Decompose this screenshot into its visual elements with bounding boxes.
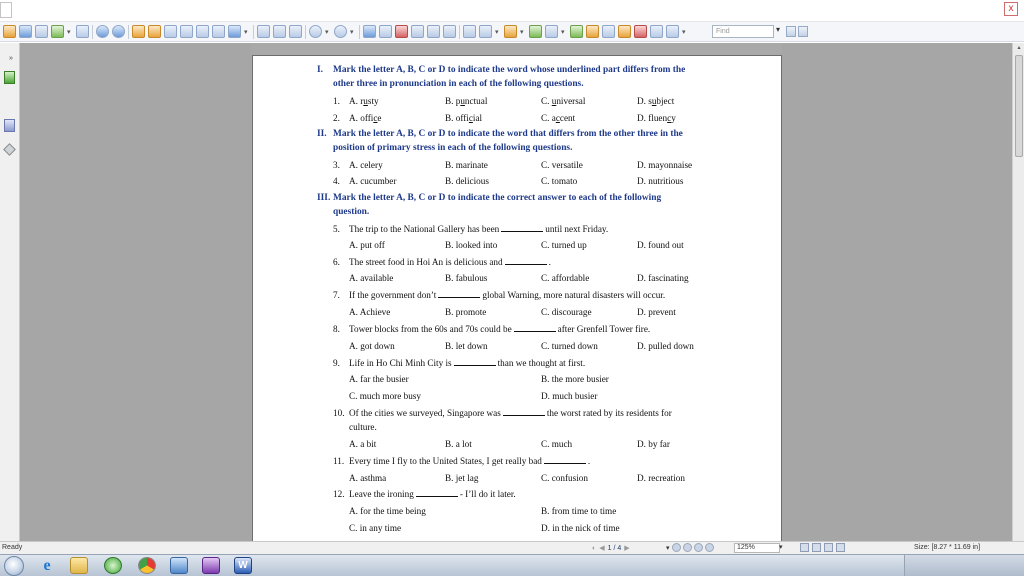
file-explorer-icon[interactable]	[70, 557, 88, 574]
find-previous-icon[interactable]	[786, 26, 796, 37]
question-row: 2. A. office B. official C. accent D. fluency	[333, 113, 676, 123]
option-a: A. available	[349, 273, 394, 283]
option-c: C. turned down	[541, 341, 598, 351]
windows-taskbar	[0, 554, 1024, 576]
find-navigation	[786, 26, 808, 37]
question-text: 10. Of the cities we surveyed, Singapore was the worst rated by its residents for	[333, 408, 672, 418]
question-row: 3. A. celery B. marinate C. versatile D. mayonnaise	[333, 160, 693, 170]
section-heading: III. Mark the letter A, B, C or D to indicate the correct answer to each of the following question.	[317, 193, 662, 217]
window-close-button[interactable]: x	[1004, 2, 1018, 16]
checkmark-icon[interactable]	[570, 25, 583, 38]
next-view-icon[interactable]	[148, 25, 161, 38]
main-toolbar	[0, 22, 1024, 42]
sign-icon[interactable]	[529, 25, 542, 38]
canvas-margin-left	[20, 43, 251, 541]
question-text: 11. Every time I fly to the United States, I get really bad .	[333, 456, 591, 466]
question-options	[333, 339, 753, 353]
email-icon[interactable]	[51, 25, 64, 38]
option-d: D. nutritious	[637, 176, 684, 186]
question-row: 1. A. rusty B. punctual C. universal D. subject	[333, 96, 675, 106]
comment-icon[interactable]	[379, 25, 392, 38]
option-d: D. mayonnaise	[637, 160, 693, 170]
zoom-dropdown-icon[interactable]: ▾	[244, 28, 248, 36]
answer-blank	[544, 455, 586, 464]
option-c: C. in any time	[349, 523, 402, 533]
lock-dropdown-icon[interactable]: ▾	[561, 28, 565, 36]
answer-blank	[454, 357, 496, 366]
page-navigation	[592, 544, 630, 552]
previous-page-icon[interactable]: ◀	[599, 545, 605, 552]
media-player-icon[interactable]	[170, 557, 188, 574]
snapshot-icon[interactable]	[180, 25, 193, 38]
properties-icon[interactable]	[76, 25, 89, 38]
question-options	[333, 437, 753, 451]
continuous-icon[interactable]	[812, 543, 821, 552]
previous-view-icon[interactable]	[132, 25, 145, 38]
next-page-icon[interactable]: ▶	[624, 545, 630, 552]
option-b: B. from time to time	[541, 506, 617, 516]
option-a: A. a bit	[349, 439, 377, 449]
option-c: C. versatile	[541, 160, 583, 170]
option-c: C. discourage	[541, 307, 592, 317]
layers-icon[interactable]	[3, 143, 16, 156]
toolbar-separator	[253, 25, 254, 39]
open-file-icon[interactable]	[3, 25, 16, 38]
section-heading: I. Mark the letter A, B, C or D to indicate the word whose underlined part differs from the other three in pronunciation in each of the following questions.	[317, 65, 686, 89]
option-d: D. prevent	[637, 307, 676, 317]
option-d: D. by far	[637, 439, 670, 449]
nav-back-icon[interactable]	[672, 543, 681, 552]
question-options	[333, 305, 753, 319]
option-b: B. jet lag	[445, 473, 479, 483]
option-d: D. recreation	[637, 473, 685, 483]
grid-icon[interactable]	[666, 25, 679, 38]
navigation-controls	[666, 543, 714, 552]
answer-blank	[438, 289, 480, 298]
question-text: 6. The street food in Hoi An is delicious and .	[333, 257, 551, 267]
save-icon[interactable]	[19, 25, 32, 38]
lock-icon[interactable]	[545, 25, 558, 38]
option-d: D. found out	[637, 240, 684, 250]
facing-icon[interactable]	[824, 543, 833, 552]
select-text-icon[interactable]	[164, 25, 177, 38]
option-a: A. rusty	[349, 96, 379, 106]
option-a: A. celery	[349, 160, 383, 170]
view-mode-buttons	[800, 543, 845, 552]
document-icon[interactable]	[650, 25, 663, 38]
page-size-label: Size: [8.27 * 11.69 in]	[914, 544, 981, 551]
zoom-in-dropdown-icon[interactable]: ▾	[350, 28, 354, 36]
toolbar-separator	[459, 25, 460, 39]
status-text: Ready	[2, 544, 23, 551]
print-icon[interactable]	[35, 25, 48, 38]
option-b: B. marinate	[445, 160, 488, 170]
zoom-level-field[interactable]: 125%	[734, 543, 780, 553]
system-tray	[904, 555, 1024, 576]
toolbar-separator	[92, 25, 93, 39]
option-a: A. asthma	[349, 473, 387, 483]
internet-explorer-icon[interactable]: e	[43, 557, 51, 574]
option-d: D. subject	[637, 96, 675, 106]
option-b: B. delicious	[445, 176, 489, 186]
option-d: D. pulled down	[637, 341, 694, 351]
find-next-icon[interactable]	[798, 26, 808, 37]
single-page-icon[interactable]	[800, 543, 809, 552]
answer-blank	[501, 223, 543, 232]
typewriter-icon[interactable]	[411, 25, 424, 38]
option-b: B. fabulous	[445, 273, 488, 283]
pointer-icon[interactable]	[395, 25, 408, 38]
option-b: B. let down	[445, 341, 488, 351]
question-options	[333, 372, 753, 386]
option-c: C. affordable	[541, 273, 590, 283]
option-c: C. universal	[541, 96, 586, 106]
option-b: B. punctual	[445, 96, 488, 106]
undo-icon[interactable]	[196, 25, 209, 38]
forward-icon[interactable]	[112, 25, 125, 38]
option-c: C. accent	[541, 113, 576, 123]
option-a: A. Achieve	[349, 307, 391, 317]
option-d: D. in the nick of time	[541, 523, 620, 533]
zoom-in-status-icon[interactable]	[705, 543, 714, 552]
user-dropdown-icon[interactable]: ▾	[520, 28, 524, 36]
answer-blank	[514, 323, 556, 332]
option-a: A. far the busier	[349, 374, 409, 384]
bookmarks-icon[interactable]	[4, 71, 15, 84]
document-page	[252, 55, 782, 541]
question-options	[333, 521, 753, 535]
user-icon[interactable]	[504, 25, 517, 38]
question-text: 12. Leave the ironing - I’ll do it later.	[333, 489, 516, 499]
image-icon[interactable]	[443, 25, 456, 38]
actual-size-icon[interactable]	[257, 25, 270, 38]
scroll-up-icon[interactable]: ▴	[1017, 45, 1021, 51]
option-a: A. got down	[349, 341, 395, 351]
option-a: A. cucumber	[349, 176, 397, 186]
vertical-scrollbar[interactable]	[1012, 43, 1024, 541]
arrow-tool-icon[interactable]	[634, 25, 647, 38]
zoom-icon[interactable]	[228, 25, 241, 38]
sticky-note-icon[interactable]	[618, 25, 631, 38]
title-bar	[0, 0, 1024, 22]
fit-page-icon[interactable]	[273, 25, 286, 38]
question-text: 9. Life in Ho Chi Minh City is than we thought at first.	[333, 358, 586, 368]
option-d: D. much busier	[541, 391, 598, 401]
start-button[interactable]	[4, 556, 24, 576]
question-row: 4. A. cucumber B. delicious C. tomato D. nutritious	[333, 176, 684, 186]
green-app-icon[interactable]	[104, 557, 122, 574]
option-d: D. fascinating	[637, 273, 689, 283]
status-bar	[0, 541, 1024, 554]
link-icon[interactable]	[463, 25, 476, 38]
text-box-icon[interactable]	[427, 25, 440, 38]
purple-app-icon[interactable]	[202, 557, 220, 574]
option-c: C. confusion	[541, 473, 588, 483]
page-indicator[interactable]: 1 / 4	[607, 544, 622, 552]
toolbar-separator	[359, 25, 360, 39]
option-c: C. tomato	[541, 176, 578, 186]
title-field[interactable]	[0, 2, 12, 18]
continuous-facing-icon[interactable]	[836, 543, 845, 552]
highlight-icon[interactable]	[586, 25, 599, 38]
question-text: 5. The trip to the National Gallery has been until next Friday.	[333, 224, 609, 234]
fit-width-icon[interactable]	[289, 25, 302, 38]
chrome-icon[interactable]	[138, 557, 156, 574]
toolbar-separator	[305, 25, 306, 39]
document-workspace	[0, 43, 1024, 541]
zoom-out-dropdown-icon[interactable]: ▾	[325, 28, 329, 36]
redo-icon[interactable]	[212, 25, 225, 38]
question-options	[333, 238, 753, 252]
comments-icon[interactable]	[4, 119, 15, 132]
find-dropdown-icon[interactable]: ▾	[776, 25, 781, 34]
nav-forward-icon[interactable]	[683, 543, 692, 552]
toolbar-separator	[128, 25, 129, 39]
option-d: D. fluency	[637, 113, 676, 123]
option-b: B. the more busier	[541, 374, 609, 384]
option-c: C. turned up	[541, 240, 587, 250]
option-b: B. looked into	[445, 240, 498, 250]
back-icon[interactable]	[96, 25, 109, 38]
grid-dropdown-icon[interactable]: ▾	[682, 28, 686, 36]
option-a: A. office	[349, 113, 382, 123]
question-text-continued: culture.	[349, 422, 377, 432]
question-options	[333, 271, 753, 285]
option-c: C. much more busy	[349, 391, 421, 401]
zoom-out-status-icon[interactable]	[694, 543, 703, 552]
zoom-level-dropdown-icon[interactable]: ▾	[779, 544, 783, 551]
zoom-in-icon[interactable]	[334, 25, 347, 38]
hand-tool-icon[interactable]	[363, 25, 376, 38]
option-a: A. for the time being	[349, 506, 426, 516]
answer-blank	[503, 407, 545, 416]
section-heading: II. Mark the letter A, B, C or D to indicate the word that differs from the other three in the position of primary stress in each of the following questions.	[317, 129, 683, 153]
first-page-icon[interactable]: ◐	[592, 544, 597, 552]
option-a: A. put off	[349, 240, 385, 250]
expand-panel-icon[interactable]: »	[9, 55, 13, 62]
option-b: B. a lot	[445, 439, 472, 449]
question-options	[333, 471, 753, 485]
question-text: 8. Tower blocks from the 60s and 70s could be after Grenfell Tower fire.	[333, 324, 651, 334]
zoom-out-icon[interactable]	[309, 25, 322, 38]
page-dropdown-icon[interactable]: ▾	[666, 544, 670, 552]
canvas-margin-right	[782, 43, 1012, 541]
question-options	[333, 504, 753, 518]
answer-blank	[505, 256, 547, 265]
answer-blank	[416, 488, 458, 497]
scrollbar-thumb[interactable]	[1015, 55, 1023, 157]
option-b: B. promote	[445, 307, 487, 317]
stamp-icon[interactable]	[602, 25, 615, 38]
option-c: C. much	[541, 439, 573, 449]
question-options	[333, 389, 753, 403]
find-input[interactable]: Find	[712, 25, 774, 38]
note-dropdown-icon[interactable]: ▾	[495, 28, 499, 36]
option-b: B. official	[445, 113, 483, 123]
navigation-sidebar	[0, 43, 20, 541]
word-icon[interactable]: W	[234, 557, 252, 574]
question-text: 7. If the government don’t global Warning, more natural disasters will occur.	[333, 290, 666, 300]
email-dropdown-icon[interactable]: ▾	[67, 28, 71, 36]
note-icon[interactable]	[479, 25, 492, 38]
